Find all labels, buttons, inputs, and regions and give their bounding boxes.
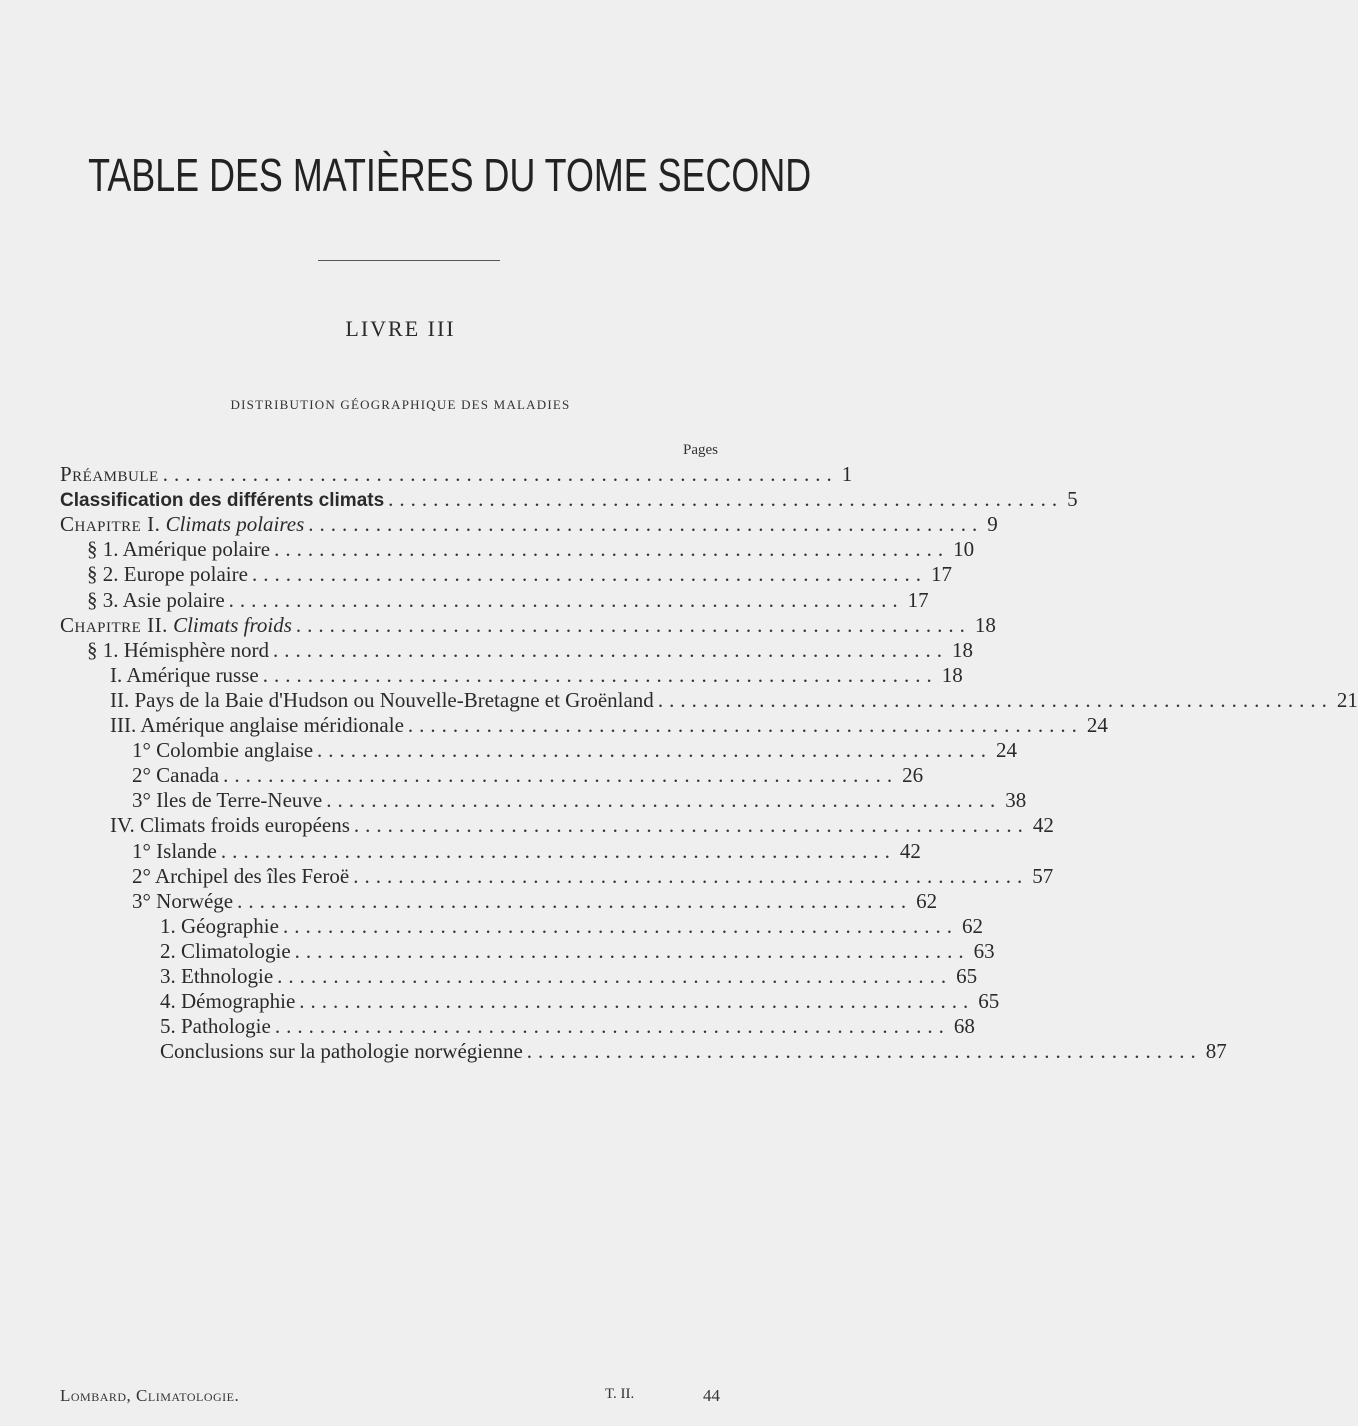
toc-entry-title: Europe polaire bbox=[123, 562, 248, 587]
toc-entry-title: Classification des différents climats bbox=[60, 490, 385, 512]
toc-entry-number: I. bbox=[110, 662, 123, 687]
toc-entry-label bbox=[132, 788, 322, 813]
toc-entry-page: 38 bbox=[1005, 788, 1027, 813]
toc-entry-page: 10 bbox=[953, 537, 975, 562]
toc-entry-number: 5. bbox=[160, 1014, 176, 1039]
toc-entry-title: Climats froids bbox=[173, 612, 292, 637]
dot-leader: ............................................................ bbox=[317, 738, 993, 763]
toc-entry-title: Climatologie bbox=[181, 938, 291, 963]
toc-entry bbox=[160, 1039, 1227, 1065]
toc-entry-title: Asie polaire bbox=[122, 587, 225, 612]
toc-entry-title: Norwége bbox=[156, 888, 234, 913]
toc-entry-page: 1 bbox=[841, 462, 853, 486]
toc-entry-title: Islande bbox=[156, 838, 217, 863]
dot-leader: ............................................................ bbox=[308, 512, 984, 537]
dot-leader: ............................................................ bbox=[407, 713, 1083, 737]
toc-entry-label bbox=[87, 638, 269, 663]
toc-entry-page: 5 bbox=[1067, 487, 1078, 512]
toc-entry-page: 18 bbox=[974, 612, 996, 637]
dot-leader: ............................................................ bbox=[526, 1039, 1202, 1064]
toc-entry-title: Colombie anglaise bbox=[156, 738, 314, 763]
toc-entry-page: 26 bbox=[902, 763, 924, 788]
dot-leader: ............................................................ bbox=[220, 838, 896, 863]
toc-entry-label bbox=[110, 813, 350, 838]
toc-entry-label bbox=[110, 688, 654, 713]
page-title: TABLE DES MATIÈRES DU TOME SECOND bbox=[88, 149, 812, 201]
toc-entry bbox=[160, 913, 983, 940]
toc-entry bbox=[87, 562, 952, 588]
toc-entry bbox=[160, 964, 978, 990]
toc-entry bbox=[110, 713, 1108, 739]
toc-entry bbox=[87, 537, 975, 563]
toc-entry-number: 2° bbox=[132, 763, 151, 788]
dot-leader: ............................................................ bbox=[299, 989, 975, 1014]
toc-entry-number: 1° bbox=[132, 838, 151, 863]
toc-entry-title: Préambule bbox=[60, 462, 159, 486]
dot-leader: ............................................................ bbox=[237, 888, 913, 913]
toc-entry bbox=[160, 989, 1000, 1015]
toc-entry-title: Hémisphère nord bbox=[123, 637, 269, 662]
toc-entry-page: 17 bbox=[930, 562, 952, 587]
dot-leader: ............................................................ bbox=[274, 1014, 950, 1039]
toc-entry-label bbox=[60, 462, 159, 487]
toc-entry bbox=[110, 662, 963, 689]
toc-entry-number: 1. bbox=[160, 913, 176, 938]
title-divider bbox=[318, 260, 500, 261]
toc-entry-page: 65 bbox=[956, 964, 978, 988]
toc-entry-page: 57 bbox=[1032, 863, 1054, 888]
toc-entry-page: 42 bbox=[899, 838, 921, 863]
footer-author-title: Lombard, Climatologie. bbox=[60, 1386, 240, 1405]
dot-leader: ............................................................ bbox=[657, 687, 1333, 712]
toc-entry-title: Iles de Terre-Neuve bbox=[156, 788, 323, 813]
toc-entry-page: 65 bbox=[978, 989, 1000, 1014]
toc-entry-label bbox=[60, 613, 292, 638]
toc-entry-label bbox=[87, 562, 248, 587]
toc-entry-title: Ethnologie bbox=[181, 964, 274, 988]
toc-entry-title: Pays de la Baie d'Hudson ou Nouvelle-Bretagne et Groënland bbox=[134, 687, 654, 712]
toc-entry bbox=[160, 938, 995, 965]
toc-entry-number: IV. bbox=[110, 813, 135, 838]
toc-entry-label bbox=[87, 588, 225, 613]
dot-leader: ............................................................ bbox=[353, 863, 1029, 888]
toc-entry-number: 3° bbox=[132, 888, 151, 913]
toc-entry-title: Conclusions sur la pathologie norwégienne bbox=[160, 1039, 523, 1064]
toc-entry-title: Canada bbox=[156, 763, 220, 788]
toc-entry-title: Démographie bbox=[181, 989, 296, 1014]
toc-entry-label bbox=[60, 487, 384, 512]
toc-entry-label bbox=[132, 738, 313, 763]
toc-entry bbox=[60, 462, 853, 488]
toc-entry-page: 24 bbox=[996, 738, 1018, 763]
toc-entry-label bbox=[132, 864, 349, 889]
toc-entry-label bbox=[87, 537, 270, 562]
toc-entry-title: Géographie bbox=[181, 913, 279, 938]
toc-entry-label bbox=[132, 889, 233, 914]
toc-entry-number: § 1. bbox=[87, 537, 119, 562]
dot-leader: ............................................................ bbox=[353, 813, 1029, 838]
footer-signature: 44 bbox=[703, 1386, 720, 1405]
toc-entry-number: 3° bbox=[132, 788, 151, 813]
toc-entry-page: 62 bbox=[916, 888, 938, 913]
dot-leader: ............................................................ bbox=[388, 487, 1064, 512]
toc-entry-number: 2. bbox=[160, 938, 176, 963]
toc-entry-number: 1° bbox=[132, 738, 151, 763]
toc-entry-page: 62 bbox=[961, 913, 983, 938]
toc-entry-title: Pathologie bbox=[181, 1014, 271, 1039]
toc-entry-number: § 3. bbox=[87, 587, 119, 612]
toc-entry-title: Climats polaires bbox=[165, 512, 305, 537]
toc-entry-number: 2° bbox=[132, 863, 151, 888]
dot-leader: ............................................................ bbox=[272, 637, 948, 662]
toc-entry-label bbox=[132, 839, 217, 864]
toc-entry bbox=[132, 888, 938, 915]
toc-entry-label bbox=[160, 914, 279, 939]
dot-leader: ............................................................ bbox=[282, 913, 958, 938]
toc-entry-page: 18 bbox=[941, 662, 963, 687]
toc-entry-page: 18 bbox=[951, 637, 973, 662]
toc-entry bbox=[132, 788, 1027, 814]
toc-entry-number: 3. bbox=[160, 964, 176, 988]
section-subtitle: DISTRIBUTION GÉOGRAPHIQUE DES MALADIES bbox=[230, 397, 571, 412]
toc-entry-page: 42 bbox=[1032, 813, 1054, 838]
toc-entry-number: Chapitre I. bbox=[60, 512, 161, 537]
toc-entry-title: Climats froids européens bbox=[139, 813, 350, 838]
footer-volume: T. II. bbox=[605, 1386, 635, 1402]
toc-entry bbox=[87, 637, 973, 664]
toc-entry bbox=[132, 838, 921, 865]
dot-leader: ............................................................ bbox=[162, 462, 838, 486]
toc-entry-page: 9 bbox=[987, 512, 998, 537]
toc-entry bbox=[132, 863, 1054, 890]
toc-entry-page: 87 bbox=[1205, 1039, 1227, 1064]
toc-entry-label bbox=[110, 713, 404, 738]
toc-entry-label bbox=[60, 512, 304, 537]
toc-entry-page: 68 bbox=[953, 1014, 975, 1039]
toc-entry-number: Chapitre II. bbox=[60, 612, 168, 637]
dot-leader: ............................................................ bbox=[294, 938, 970, 963]
toc-entry-label bbox=[132, 763, 219, 788]
toc-entry-title: Amérique anglaise méridionale bbox=[140, 713, 404, 737]
toc-entry-title: Amérique polaire bbox=[122, 537, 271, 562]
toc-entry-page: 24 bbox=[1086, 713, 1108, 737]
toc-entry-number: III. bbox=[110, 713, 137, 737]
toc-entry-number: II. bbox=[110, 687, 130, 712]
toc-entry-title: Amérique russe bbox=[126, 662, 259, 687]
toc-entry-page: 21 bbox=[1336, 687, 1358, 712]
toc-entry-page: 17 bbox=[907, 587, 929, 612]
dot-leader: ............................................................ bbox=[251, 562, 927, 587]
toc-entry-label bbox=[110, 663, 259, 688]
toc-entry-label bbox=[160, 1014, 271, 1039]
toc-entry bbox=[110, 813, 1054, 839]
toc-entry bbox=[110, 687, 1358, 714]
dot-leader: ............................................................ bbox=[262, 662, 938, 687]
toc-entry bbox=[87, 587, 929, 614]
toc-entry bbox=[132, 763, 924, 789]
dot-leader: ............................................................ bbox=[274, 537, 950, 562]
toc-entry bbox=[60, 512, 998, 538]
toc-entry-number: 4. bbox=[160, 989, 176, 1014]
dot-leader: ............................................................ bbox=[326, 788, 1002, 813]
toc-entry-label bbox=[160, 939, 291, 964]
toc-entry-label bbox=[160, 964, 273, 989]
toc-entry-title: Archipel des îles Feroë bbox=[155, 863, 350, 888]
toc-entry-page: 63 bbox=[973, 938, 995, 963]
toc-entry-label bbox=[160, 1039, 523, 1064]
pages-column-header: Pages bbox=[683, 442, 718, 458]
toc-entry-number: § 1. bbox=[87, 637, 119, 662]
book-section-heading: LIVRE III bbox=[345, 316, 456, 341]
dot-leader: ............................................................ bbox=[277, 964, 953, 988]
toc-entry bbox=[60, 612, 996, 639]
dot-leader: ............................................................ bbox=[295, 612, 971, 637]
toc-entry bbox=[160, 1014, 975, 1040]
toc-entry bbox=[60, 487, 1078, 513]
toc-entry bbox=[132, 738, 1018, 764]
toc-entry-number: § 2. bbox=[87, 562, 119, 587]
toc-entry-label bbox=[160, 989, 295, 1014]
dot-leader: ............................................................ bbox=[223, 763, 899, 788]
dot-leader: ............................................................ bbox=[228, 587, 904, 612]
